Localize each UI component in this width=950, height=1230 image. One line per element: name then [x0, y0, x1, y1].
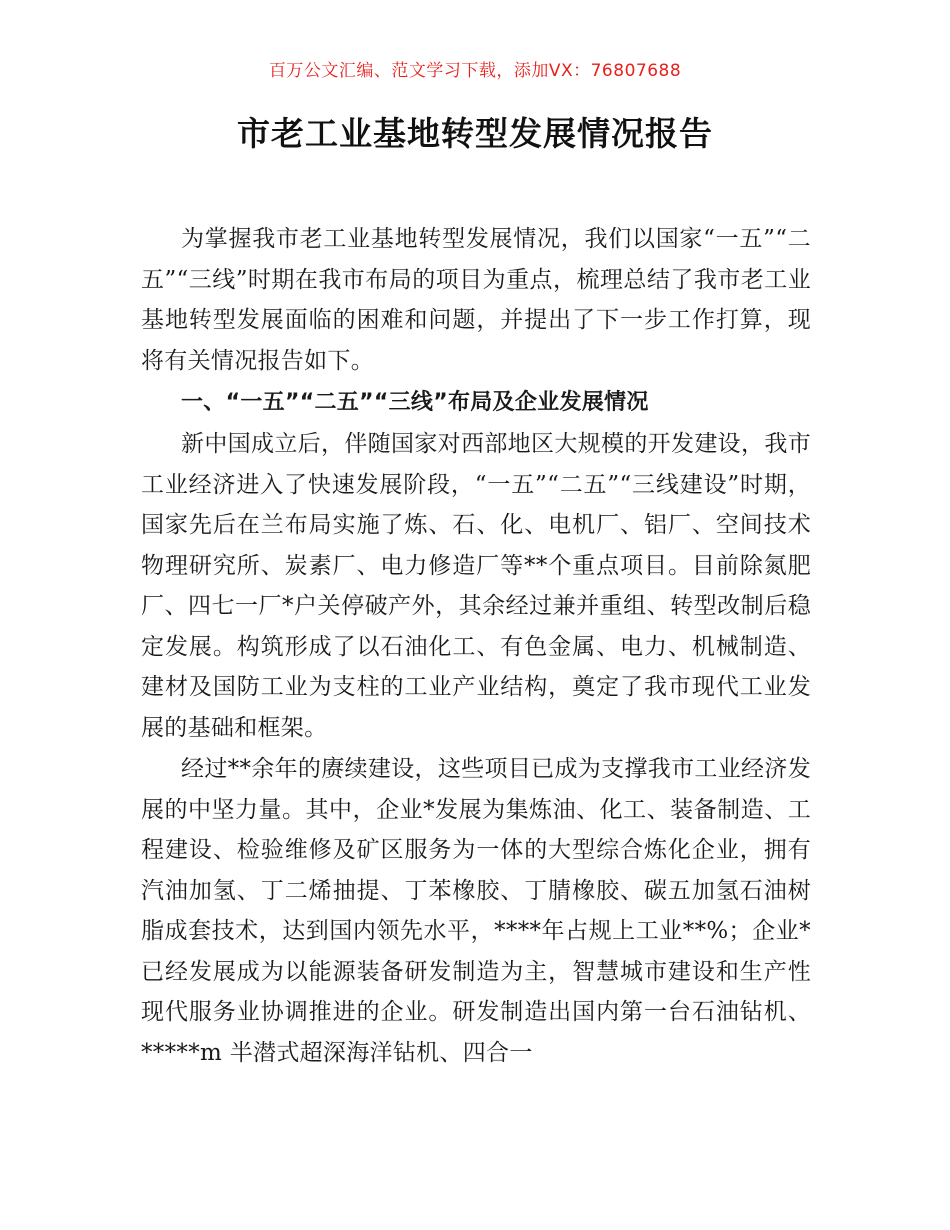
- header-watermark-note: 百万公文汇编、范文学习下载，添加VX：76807688: [268, 61, 682, 81]
- document-body: [141, 219, 811, 1073]
- section-heading-1: 一、“一五”“二五”“三线”布局及企业发展情况: [181, 390, 649, 415]
- body-paragraph-1: 新中国成立后，伴随国家对西部地区大规模的开发建设，我市工业经济进入了快速发展阶段，“一五”“二五”“三线建设”时期，国家先后在兰布局实施了炼、石、化、电机厂、铝厂、空间技术物理研究所、炭素厂、电力修造厂等**个重点项目。目前除氮肥厂、四七一厂*户关停破产外，其余经过兼并重组、转型改制后稳定发展。构筑形成了以石油化工、有色金属、电力、机械制造、建材及国防工业为支柱的工业产业结构，奠定了我市现代工业发展的基础和框架。: [141, 431, 811, 741]
- body-paragraph-2: 经过**余年的赓续建设，这些项目已成为支撑我市工业经济发展的中坚力量。其中，企业*发展为集炼油、化工、装备制造、工程建设、检验维修及矿区服务为一体的大型综合炼化企业，拥有汽油加氢、丁二烯抽提、丁苯橡胶、丁腈橡胶、碳五加氢石油树脂成套技术，达到国内领先水平，****年占规上工业**%；企业*已经发展成为以能源装备研发制造为主，智慧城市建设和生产性现代服务业协调推进的企业。研发制造出国内第一台石油钻机、*****m 半潜式超深海洋钻机、四合一: [141, 756, 811, 1066]
- intro-paragraph: 为掌握我市老工业基地转型发展情况，我们以国家“一五”“二五”“三线”时期在我市布局的项目为重点，梳理总结了我市老工业基地转型发展面临的困难和问题，并提出了下一步工作打算，现将有关情况报告如下。: [141, 226, 811, 374]
- document-title: 市老工业基地转型发展情况报告: [237, 114, 713, 153]
